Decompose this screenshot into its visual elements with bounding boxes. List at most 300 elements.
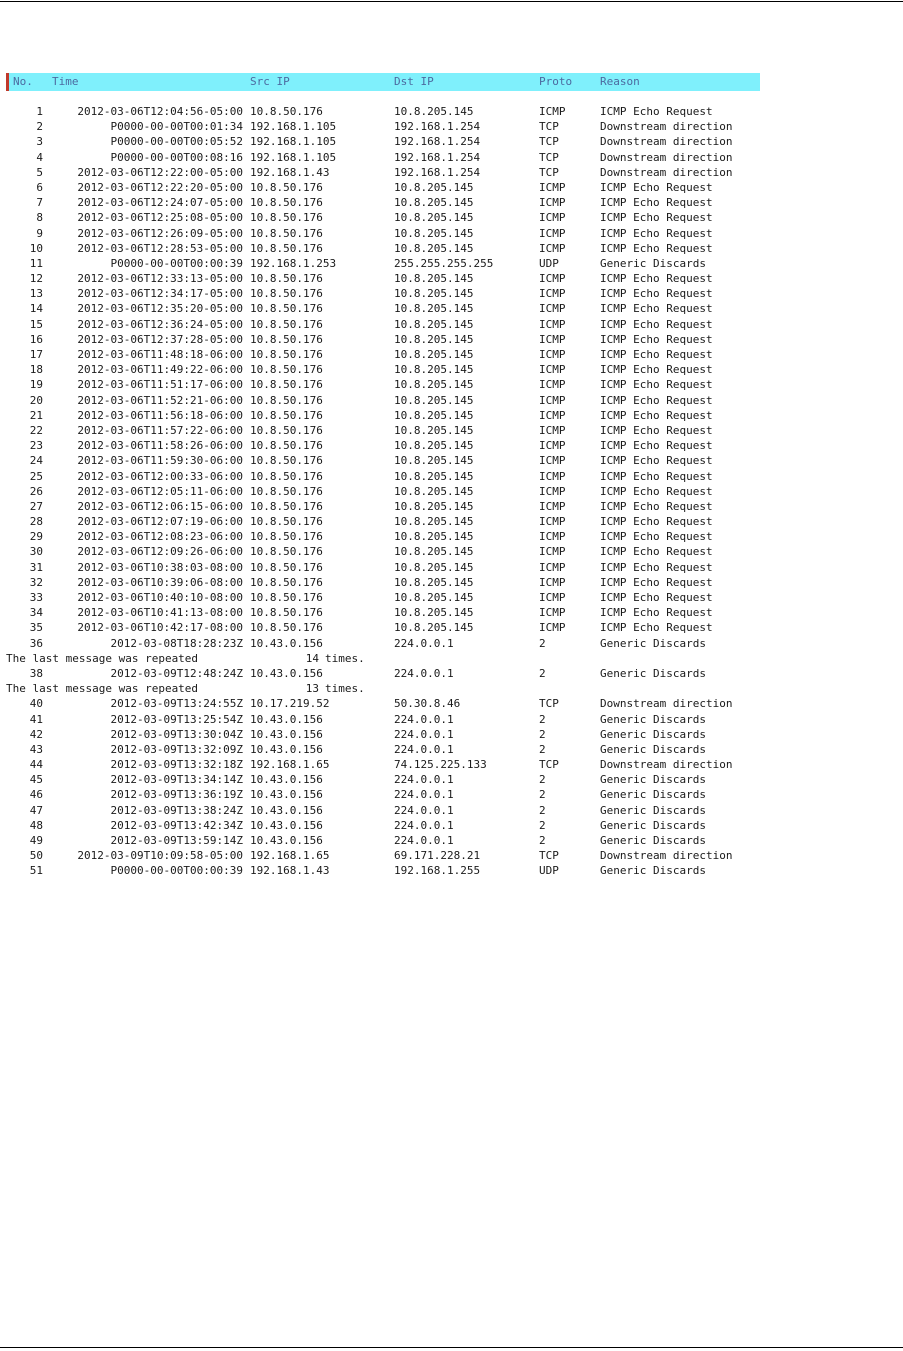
row-proto: ICMP — [539, 499, 566, 513]
row-reason: ICMP Echo Request — [600, 302, 713, 316]
row-number: 1 — [36, 105, 43, 118]
log-row — [6, 256, 761, 271]
row-dst-ip: 224.0.0.1 — [394, 788, 454, 802]
row-proto: ICMP — [539, 454, 566, 468]
row-reason: Generic Discards — [600, 666, 706, 680]
row-proto: ICMP — [539, 211, 566, 225]
column-header-no: No. — [13, 75, 33, 88]
row-dst-ip: 224.0.0.1 — [394, 712, 454, 726]
row-dst-ip: 10.8.205.145 — [394, 287, 474, 301]
row-src-ip: 10.43.0.156 — [250, 712, 323, 726]
row-number: 9 — [36, 226, 43, 240]
row-src-ip: 10.8.50.176 — [250, 378, 323, 392]
row-number: 48 — [29, 818, 43, 832]
row-time: 2012-03-06T11:49:22-06:00 — [77, 363, 243, 377]
row-dst-ip: 224.0.0.1 — [394, 742, 454, 756]
log-row — [6, 772, 761, 787]
row-src-ip: 192.168.1.43 — [250, 165, 330, 179]
page-top-rule — [0, 1, 903, 2]
row-src-ip: 10.43.0.156 — [250, 666, 323, 680]
log-row — [6, 590, 761, 605]
row-dst-ip: 10.8.205.145 — [394, 621, 474, 635]
row-proto: ICMP — [539, 363, 566, 377]
log-row — [6, 757, 761, 772]
log-row — [6, 393, 761, 408]
row-proto: ICMP — [539, 196, 566, 210]
log-row — [6, 347, 761, 362]
row-time: 2012-03-09T12:48:24Z — [110, 666, 243, 680]
row-number: 49 — [29, 834, 43, 847]
row-number: 7 — [36, 196, 43, 210]
row-reason: ICMP Echo Request — [600, 393, 713, 407]
row-src-ip: 10.8.50.176 — [250, 454, 323, 468]
row-proto: TCP — [539, 135, 559, 149]
row-reason: ICMP Echo Request — [600, 363, 713, 377]
row-src-ip: 192.168.1.65 — [250, 849, 330, 863]
row-src-ip: 10.43.0.156 — [250, 773, 323, 787]
row-reason: Downstream direction — [600, 165, 733, 179]
row-number: 38 — [29, 666, 43, 680]
row-proto: ICMP — [539, 393, 566, 407]
row-time: 2012-03-09T13:25:54Z — [110, 712, 243, 726]
log-row — [6, 408, 761, 423]
row-src-ip: 10.8.50.176 — [250, 545, 323, 559]
log-row — [6, 119, 761, 134]
row-reason: ICMP Echo Request — [600, 105, 713, 118]
log-row — [6, 210, 761, 225]
row-number: 27 — [29, 499, 43, 513]
row-time: P0000-00-00T00:08:16 — [110, 150, 243, 164]
row-src-ip: 10.8.50.176 — [250, 484, 323, 498]
row-time: 2012-03-06T12:22:00-05:00 — [77, 165, 243, 179]
row-proto: ICMP — [539, 302, 566, 316]
row-time: 2012-03-06T12:00:33-06:00 — [77, 469, 243, 483]
row-number: 19 — [29, 378, 43, 392]
log-row — [6, 195, 761, 210]
row-reason: Generic Discards — [600, 727, 706, 741]
row-time: 2012-03-06T12:34:17-05:00 — [77, 287, 243, 301]
row-dst-ip: 10.8.205.145 — [394, 332, 474, 346]
row-time: 2012-03-06T12:04:56-05:00 — [77, 105, 243, 118]
row-time: 2012-03-06T11:58:26-06:00 — [77, 439, 243, 453]
row-time: 2012-03-08T18:28:23Z — [110, 636, 243, 650]
row-number: 2 — [36, 120, 43, 134]
row-reason: Downstream direction — [600, 758, 733, 772]
row-proto: 2 — [539, 727, 546, 741]
log-row — [6, 544, 761, 559]
row-src-ip: 10.8.50.176 — [250, 287, 323, 301]
row-number: 26 — [29, 484, 43, 498]
row-dst-ip: 10.8.205.145 — [394, 317, 474, 331]
row-proto: UDP — [539, 864, 559, 878]
row-number: 11 — [29, 256, 43, 270]
row-src-ip: 10.8.50.176 — [250, 393, 323, 407]
row-number: 32 — [29, 575, 43, 589]
row-number: 20 — [29, 393, 43, 407]
row-time: 2012-03-09T10:09:58-05:00 — [77, 849, 243, 863]
row-time: 2012-03-06T10:39:06-08:00 — [77, 575, 243, 589]
row-dst-ip: 10.8.205.145 — [394, 515, 474, 529]
row-src-ip: 10.8.50.176 — [250, 226, 323, 240]
row-src-ip: 10.8.50.176 — [250, 469, 323, 483]
row-src-ip: 10.8.50.176 — [250, 606, 323, 620]
row-src-ip: 10.8.50.176 — [250, 408, 323, 422]
row-reason: Generic Discards — [600, 788, 706, 802]
row-src-ip: 10.8.50.176 — [250, 530, 323, 544]
row-dst-ip: 10.8.205.145 — [394, 454, 474, 468]
page-bottom-rule — [0, 1347, 903, 1348]
row-dst-ip: 10.8.205.145 — [394, 378, 474, 392]
row-dst-ip: 224.0.0.1 — [394, 666, 454, 680]
row-time: 2012-03-06T12:05:11-06:00 — [77, 484, 243, 498]
row-time: 2012-03-06T10:42:17-08:00 — [77, 621, 243, 635]
log-row — [6, 605, 761, 620]
row-proto: ICMP — [539, 575, 566, 589]
row-proto: 2 — [539, 818, 546, 832]
row-dst-ip: 192.168.1.254 — [394, 135, 481, 149]
row-proto: ICMP — [539, 317, 566, 331]
row-reason: ICMP Echo Request — [600, 332, 713, 346]
row-reason: Generic Discards — [600, 864, 706, 878]
row-proto: ICMP — [539, 180, 566, 194]
row-src-ip: 10.8.50.176 — [250, 591, 323, 604]
row-src-ip: 10.8.50.176 — [250, 272, 323, 286]
row-reason: Generic Discards — [600, 712, 706, 726]
log-row — [6, 575, 761, 590]
log-row — [6, 241, 761, 256]
row-dst-ip: 10.8.205.145 — [394, 393, 474, 407]
row-src-ip: 10.8.50.176 — [250, 241, 323, 255]
row-number: 31 — [29, 560, 43, 574]
row-dst-ip: 10.8.205.145 — [394, 348, 474, 361]
row-time: 2012-03-06T10:40:10-08:00 — [77, 591, 243, 604]
row-src-ip: 10.43.0.156 — [250, 742, 323, 756]
row-proto: 2 — [539, 666, 546, 680]
row-src-ip: 10.8.50.176 — [250, 211, 323, 225]
log-row — [6, 332, 761, 347]
row-reason: ICMP Echo Request — [600, 317, 713, 331]
log-row — [6, 712, 761, 727]
row-src-ip: 192.168.1.105 — [250, 135, 337, 149]
row-reason: ICMP Echo Request — [600, 560, 713, 574]
row-proto: ICMP — [539, 105, 566, 118]
row-time: 2012-03-09T13:42:34Z — [110, 818, 243, 832]
row-proto: ICMP — [539, 545, 566, 559]
row-proto: ICMP — [539, 378, 566, 392]
row-number: 40 — [29, 697, 43, 711]
row-reason: ICMP Echo Request — [600, 591, 713, 604]
row-proto: ICMP — [539, 348, 566, 361]
row-dst-ip: 74.125.225.133 — [394, 758, 487, 772]
log-row — [6, 134, 761, 149]
row-time: P0000-00-00T00:00:39 — [110, 256, 243, 270]
row-number: 6 — [36, 180, 43, 194]
row-dst-ip: 10.8.205.145 — [394, 439, 474, 453]
column-header-src-ip: Src IP — [250, 75, 290, 88]
row-number: 28 — [29, 515, 43, 529]
row-dst-ip: 10.8.205.145 — [394, 484, 474, 498]
log-row — [6, 104, 761, 119]
row-time: 2012-03-06T11:59:30-06:00 — [77, 454, 243, 468]
column-header-proto: Proto — [539, 75, 573, 88]
row-proto: ICMP — [539, 439, 566, 453]
row-proto: ICMP — [539, 408, 566, 422]
row-number: 23 — [29, 439, 43, 453]
row-reason: ICMP Echo Request — [600, 287, 713, 301]
row-reason: Generic Discards — [600, 773, 706, 787]
log-row — [6, 499, 761, 514]
log-row — [6, 438, 761, 453]
row-src-ip: 10.43.0.156 — [250, 818, 323, 832]
row-src-ip: 10.43.0.156 — [250, 834, 323, 847]
log-row — [6, 560, 761, 575]
row-proto: ICMP — [539, 484, 566, 498]
repeat-notice — [6, 651, 761, 666]
log-row — [6, 484, 761, 499]
row-src-ip: 10.43.0.156 — [250, 803, 323, 817]
log-table-header — [6, 73, 760, 91]
row-dst-ip: 192.168.1.255 — [394, 864, 481, 878]
row-reason: Generic Discards — [600, 256, 706, 270]
repeat-notice-count: 14 — [305, 651, 319, 665]
row-src-ip: 10.8.50.176 — [250, 439, 323, 453]
row-dst-ip: 224.0.0.1 — [394, 803, 454, 817]
row-src-ip: 10.43.0.156 — [250, 636, 323, 650]
column-header-dst-ip: Dst IP — [394, 75, 434, 88]
row-number: 16 — [29, 332, 43, 346]
row-number: 4 — [36, 150, 43, 164]
log-row — [6, 863, 761, 878]
row-dst-ip: 10.8.205.145 — [394, 606, 474, 620]
row-src-ip: 10.8.50.176 — [250, 180, 323, 194]
row-dst-ip: 192.168.1.254 — [394, 165, 481, 179]
row-number: 30 — [29, 545, 43, 559]
row-proto: ICMP — [539, 272, 566, 286]
row-proto: ICMP — [539, 515, 566, 529]
log-row — [6, 666, 761, 681]
row-reason: ICMP Echo Request — [600, 196, 713, 210]
row-reason: Downstream direction — [600, 120, 733, 134]
row-reason: ICMP Echo Request — [600, 211, 713, 225]
log-row — [6, 317, 761, 332]
column-header-time: Time — [52, 75, 79, 88]
row-dst-ip: 10.8.205.145 — [394, 469, 474, 483]
row-time: 2012-03-09T13:32:18Z — [110, 758, 243, 772]
row-reason: ICMP Echo Request — [600, 348, 713, 361]
row-proto: TCP — [539, 849, 559, 863]
row-proto: ICMP — [539, 621, 566, 635]
log-row — [6, 362, 761, 377]
row-src-ip: 10.8.50.176 — [250, 105, 323, 118]
row-time: 2012-03-06T12:35:20-05:00 — [77, 302, 243, 316]
log-row — [6, 833, 761, 848]
row-src-ip: 10.43.0.156 — [250, 727, 323, 741]
row-dst-ip: 10.8.205.145 — [394, 575, 474, 589]
row-reason: ICMP Echo Request — [600, 545, 713, 559]
row-time: 2012-03-09T13:59:14Z — [110, 834, 243, 847]
row-dst-ip: 10.8.205.145 — [394, 211, 474, 225]
row-proto: ICMP — [539, 469, 566, 483]
row-reason: ICMP Echo Request — [600, 408, 713, 422]
row-proto: ICMP — [539, 591, 566, 604]
log-row — [6, 301, 761, 316]
log-row — [6, 165, 761, 180]
row-time: 2012-03-06T11:48:18-06:00 — [77, 348, 243, 361]
row-proto: UDP — [539, 256, 559, 270]
row-proto: TCP — [539, 758, 559, 772]
log-row — [6, 787, 761, 802]
row-reason: ICMP Echo Request — [600, 180, 713, 194]
log-row — [6, 818, 761, 833]
row-dst-ip: 50.30.8.46 — [394, 697, 461, 711]
row-time: 2012-03-06T12:25:08-05:00 — [77, 211, 243, 225]
log-row — [6, 848, 761, 863]
row-number: 5 — [36, 165, 43, 179]
row-time: 2012-03-06T12:22:20-05:00 — [77, 180, 243, 194]
row-proto: 2 — [539, 834, 546, 847]
row-dst-ip: 10.8.205.145 — [394, 545, 474, 559]
row-number: 25 — [29, 469, 43, 483]
repeat-notice — [6, 681, 761, 696]
log-row — [6, 377, 761, 392]
row-time: 2012-03-09T13:32:09Z — [110, 742, 243, 756]
row-number: 34 — [29, 606, 43, 620]
row-number: 12 — [29, 272, 43, 286]
row-reason: ICMP Echo Request — [600, 484, 713, 498]
row-proto: 2 — [539, 773, 546, 787]
row-time: 2012-03-06T12:26:09-05:00 — [77, 226, 243, 240]
row-dst-ip: 10.8.205.145 — [394, 499, 474, 513]
row-reason: Generic Discards — [600, 636, 706, 650]
row-proto: 2 — [539, 712, 546, 726]
row-time: 2012-03-06T10:38:03-08:00 — [77, 560, 243, 574]
row-src-ip: 10.17.219.52 — [250, 697, 330, 711]
repeat-notice-tail: times. — [325, 651, 365, 665]
row-dst-ip: 10.8.205.145 — [394, 408, 474, 422]
row-number: 44 — [29, 758, 43, 772]
row-reason: ICMP Echo Request — [600, 515, 713, 529]
row-proto: ICMP — [539, 226, 566, 240]
row-number: 47 — [29, 803, 43, 817]
row-src-ip: 10.8.50.176 — [250, 499, 323, 513]
row-reason: ICMP Echo Request — [600, 423, 713, 437]
row-time: 2012-03-06T12:33:13-05:00 — [77, 272, 243, 286]
row-src-ip: 192.168.1.253 — [250, 256, 337, 270]
row-time: 2012-03-06T12:28:53-05:00 — [77, 241, 243, 255]
column-header-reason: Reason — [600, 75, 640, 88]
repeat-notice-tail: times. — [325, 682, 365, 696]
row-dst-ip: 10.8.205.145 — [394, 180, 474, 194]
row-number: 18 — [29, 363, 43, 377]
row-dst-ip: 224.0.0.1 — [394, 818, 454, 832]
row-time: 2012-03-09T13:38:24Z — [110, 803, 243, 817]
log-row — [6, 696, 761, 711]
row-reason: Generic Discards — [600, 818, 706, 832]
row-proto: 2 — [539, 803, 546, 817]
row-proto: TCP — [539, 697, 559, 711]
row-reason: Downstream direction — [600, 697, 733, 711]
row-proto: ICMP — [539, 530, 566, 544]
row-src-ip: 10.8.50.176 — [250, 196, 323, 210]
log-row — [6, 286, 761, 301]
row-number: 10 — [29, 241, 43, 255]
row-time: 2012-03-06T10:41:13-08:00 — [77, 606, 243, 620]
row-number: 29 — [29, 530, 43, 544]
row-reason: ICMP Echo Request — [600, 272, 713, 286]
row-dst-ip: 192.168.1.254 — [394, 120, 481, 134]
row-reason: ICMP Echo Request — [600, 575, 713, 589]
row-time: 2012-03-09T13:34:14Z — [110, 773, 243, 787]
row-dst-ip: 69.171.228.21 — [394, 849, 481, 863]
row-src-ip: 10.8.50.176 — [250, 363, 323, 377]
row-src-ip: 10.8.50.176 — [250, 575, 323, 589]
row-time: 2012-03-09T13:36:19Z — [110, 788, 243, 802]
row-number: 50 — [29, 849, 43, 863]
row-reason: ICMP Echo Request — [600, 621, 713, 635]
log-table — [6, 71, 761, 891]
log-row — [6, 423, 761, 438]
row-proto: 2 — [539, 636, 546, 650]
row-src-ip: 10.8.50.176 — [250, 317, 323, 331]
row-proto: ICMP — [539, 241, 566, 255]
row-number: 24 — [29, 454, 43, 468]
row-reason: Downstream direction — [600, 135, 733, 149]
row-src-ip: 10.8.50.176 — [250, 302, 323, 316]
row-src-ip: 10.8.50.176 — [250, 515, 323, 529]
row-time: 2012-03-06T11:57:22-06:00 — [77, 423, 243, 437]
log-row — [6, 226, 761, 241]
row-proto: TCP — [539, 120, 559, 134]
row-dst-ip: 10.8.205.145 — [394, 363, 474, 377]
row-src-ip: 10.8.50.176 — [250, 332, 323, 346]
row-proto: ICMP — [539, 332, 566, 346]
repeat-notice-text: The last message was repeated — [6, 651, 199, 665]
row-time: 2012-03-06T12:36:24-05:00 — [77, 317, 243, 331]
log-row — [6, 803, 761, 818]
row-reason: ICMP Echo Request — [600, 241, 713, 255]
row-number: 36 — [29, 636, 43, 650]
row-time: 2012-03-06T11:52:21-06:00 — [77, 393, 243, 407]
row-proto: ICMP — [539, 606, 566, 620]
row-time: 2012-03-09T13:30:04Z — [110, 727, 243, 741]
row-src-ip: 10.8.50.176 — [250, 423, 323, 437]
row-dst-ip: 224.0.0.1 — [394, 834, 454, 847]
row-proto: TCP — [539, 150, 559, 164]
repeat-notice-text: The last message was repeated — [6, 682, 199, 696]
row-dst-ip: 10.8.205.145 — [394, 530, 474, 544]
log-row — [6, 529, 761, 544]
row-time: 2012-03-06T12:09:26-06:00 — [77, 545, 243, 559]
row-number: 51 — [29, 864, 43, 878]
row-src-ip: 10.43.0.156 — [250, 788, 323, 802]
row-number: 17 — [29, 348, 43, 361]
row-reason: ICMP Echo Request — [600, 439, 713, 453]
row-src-ip: 192.168.1.105 — [250, 120, 337, 134]
row-proto: ICMP — [539, 423, 566, 437]
row-time: 2012-03-06T12:08:23-06:00 — [77, 530, 243, 544]
row-number: 8 — [36, 211, 43, 225]
row-reason: ICMP Echo Request — [600, 469, 713, 483]
row-number: 42 — [29, 727, 43, 741]
row-number: 15 — [29, 317, 43, 331]
row-time: 2012-03-06T12:07:19-06:00 — [77, 515, 243, 529]
row-reason: Generic Discards — [600, 742, 706, 756]
log-row — [6, 727, 761, 742]
row-src-ip: 192.168.1.43 — [250, 864, 330, 878]
row-dst-ip: 192.168.1.254 — [394, 150, 481, 164]
row-time: 2012-03-06T12:37:28-05:00 — [77, 332, 243, 346]
row-reason: ICMP Echo Request — [600, 499, 713, 513]
